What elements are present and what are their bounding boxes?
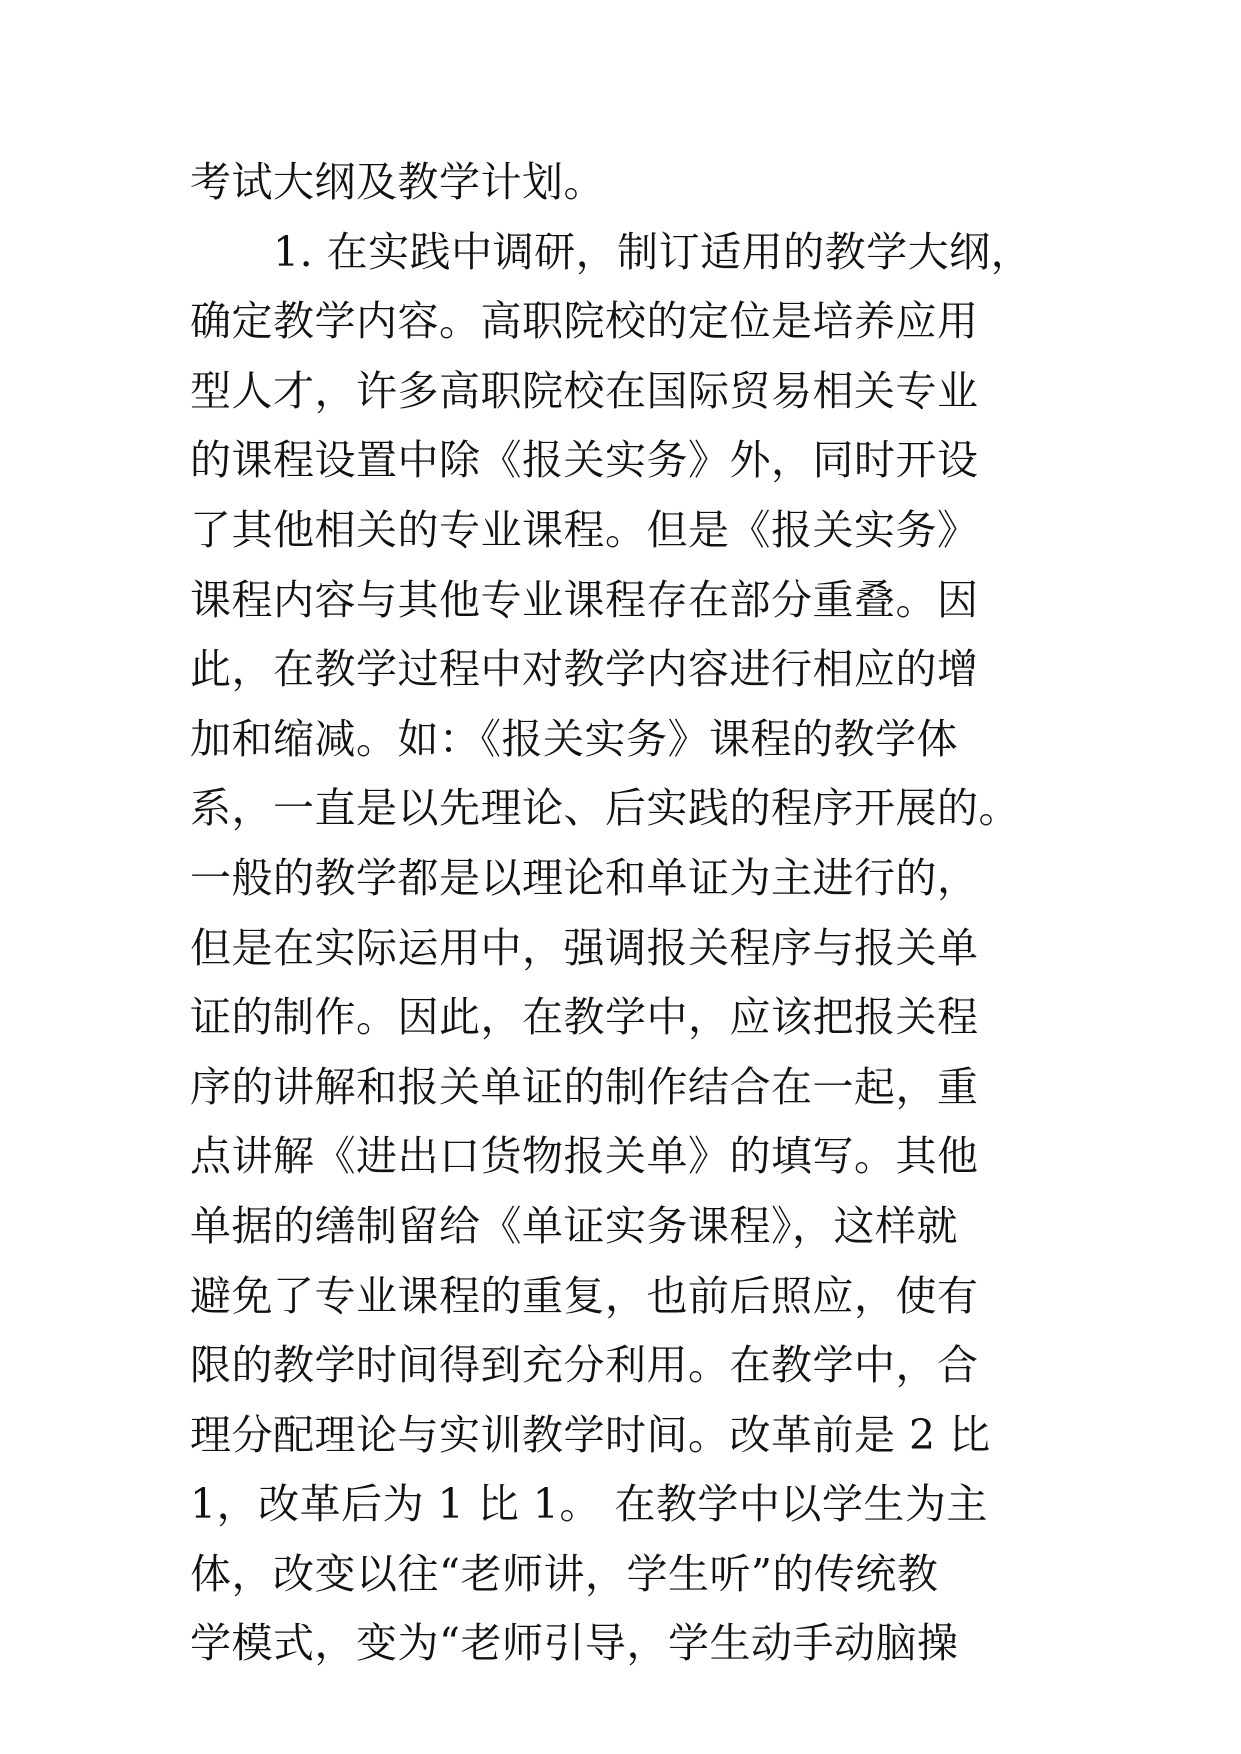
text-line: 限的教学时间得到充分利用。在教学中，合	[190, 1341, 979, 1390]
text-line: 序的讲解和报关单证的制作结合在一起，重	[190, 1062, 979, 1111]
text-line: 体，改变以往“老师讲，学生听”的传统教	[190, 1549, 939, 1598]
text-line: 确定教学内容。高职院校的定位是培养应用	[190, 297, 979, 346]
text-line: 的课程设置中除《报关实务》外，同时开设	[190, 436, 979, 485]
text-line: 课程内容与其他专业课程存在部分重叠。因	[190, 575, 979, 624]
text-line: 一般的教学都是以理论和单证为主进行的，	[190, 853, 979, 902]
text-line: 系，一直是以先理论、后实践的程序开展的。	[190, 784, 1020, 833]
text-line: 点讲解《进出口货物报关单》的填写。其他	[190, 1132, 979, 1181]
text-line: 避免了专业课程的重复，也前后照应，使有	[190, 1271, 979, 1320]
text-line: 单据的缮制留给《单证实务课程》，这样就	[190, 1201, 958, 1250]
text-line: 考试大纲及教学计划。	[190, 158, 605, 206]
text-line: 1. 在实践中调研，制订适用的教学大纲，	[190, 227, 1033, 276]
text-line: 证的制作。因此，在教学中，应该把报关程	[190, 993, 979, 1042]
text-line: 了其他相关的专业课程。但是《报关实务》	[190, 505, 979, 554]
text-line: 1，改革后为 1 比 1。 在教学中以学生为主	[190, 1480, 988, 1529]
body-text	[190, 148, 1090, 1679]
text-line: 理分配理论与实训教学时间。改革前是 2 比	[190, 1410, 991, 1459]
text-line: 加和缩减。如：《报关实务》课程的教学体	[190, 714, 958, 763]
text-line: 此，在教学过程中对教学内容进行相应的增	[190, 645, 979, 694]
text-line: 学模式，变为“老师引导，学生动手动脑操	[190, 1619, 959, 1668]
text-line: 型人才，许多高职院校在国际贸易相关专业	[190, 366, 979, 415]
text-line: 但是在实际运用中，强调报关程序与报关单	[190, 923, 979, 972]
